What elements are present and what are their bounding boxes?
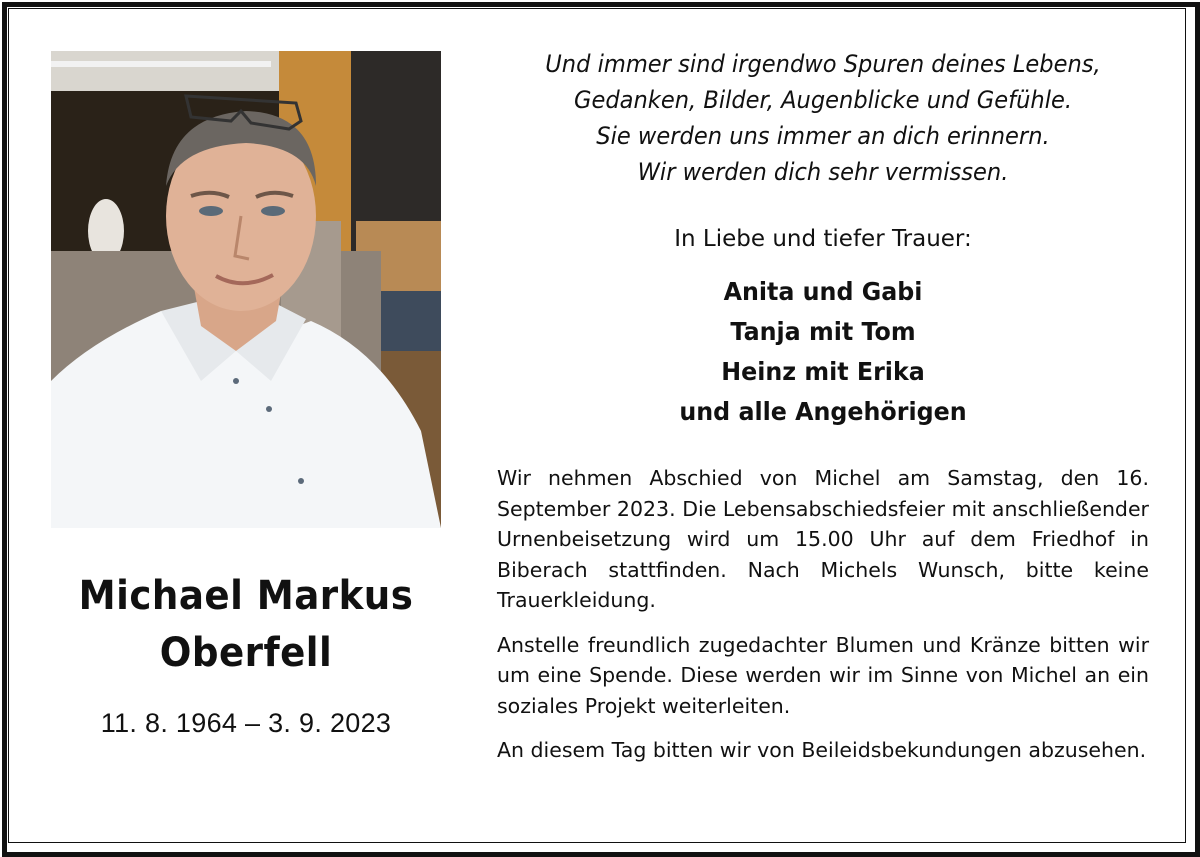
poem-line: Wir werden dich sehr vermissen. bbox=[637, 158, 1009, 186]
poem-line: Sie werden uns immer an dich erinnern. bbox=[596, 122, 1050, 150]
poem-line: Gedanken, Bilder, Augenblicke und Gefühle. bbox=[573, 86, 1073, 114]
text-column bbox=[497, 46, 1149, 766]
life-dates: 11. 8. 1964 – 3. 9. 2023 bbox=[100, 708, 392, 738]
mourner-name: und alle Angehörigen bbox=[679, 397, 967, 426]
notice-paragraph-ceremony: Wir nehmen Abschied von Michel am Samstag, den 16. September 2023. Die Lebensabschiedsfeier mit anschließender Urnenbeisetzung wird um 15.00 Uhr auf dem Friedhof in Biberach stattfinden. Nach Michels Wunsch, bitte keine Trauerkleidung. bbox=[497, 466, 1149, 612]
deceased-name-line1: Michael Markus bbox=[78, 573, 414, 619]
mourner-name: Anita und Gabi bbox=[723, 277, 923, 306]
deceased-name-line2: Oberfell bbox=[159, 630, 333, 676]
mourners-list bbox=[497, 272, 1149, 432]
notice-paragraph-condolences: An diesem Tag bitten wir von Beileidsbekundungen abzusehen. bbox=[497, 738, 1147, 762]
mourners-intro: In Liebe und tiefer Trauer: bbox=[674, 226, 972, 252]
poem bbox=[497, 46, 1149, 190]
mourner-name: Tanja mit Tom bbox=[730, 317, 916, 346]
notice-paragraph-donation: Anstelle freundlich zugedachter Blumen und Kränze bitten wir um eine Spende. Diese werden wir im Sinne von Michel an ein soziales Projekt weiterleiten. bbox=[497, 632, 1149, 718]
portrait-photo bbox=[51, 51, 441, 528]
poem-line: Und immer sind irgendwo Spuren deines Lebens, bbox=[545, 50, 1101, 78]
mourner-name: Heinz mit Erika bbox=[721, 357, 925, 386]
deceased-block bbox=[40, 568, 452, 739]
